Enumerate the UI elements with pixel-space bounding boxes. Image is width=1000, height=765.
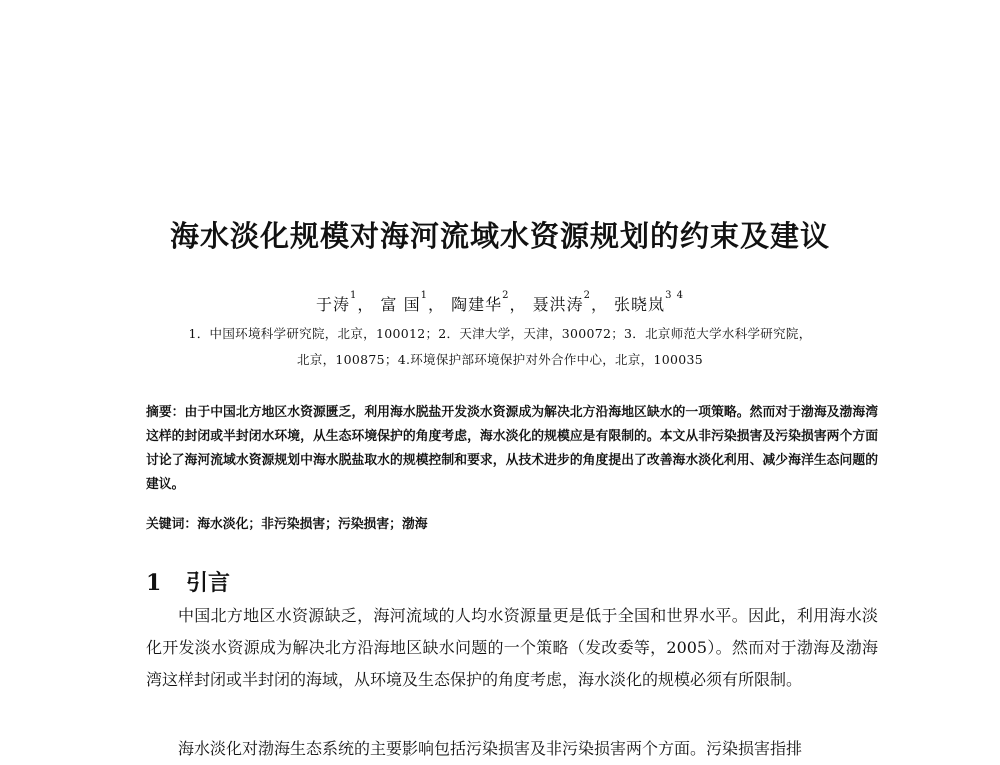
author-affiliation-mark: 2 — [502, 290, 510, 301]
author-affiliation-mark: 1 — [420, 290, 428, 301]
author-affiliation-mark: 1 — [350, 290, 358, 301]
author-affiliation-mark: 3 4 — [665, 290, 684, 301]
section-number: 1 — [146, 570, 162, 596]
body-paragraph-2: 海水淡化对渤海生态系统的主要影响包括污染损害及非污染损害两个方面。污染损害指排 — [178, 739, 803, 758]
affiliation-line-1: 1．中国环境科学研究院，北京，100012；2．天津大学，天津，300072；3．北京师范大学水科学研究院， — [188, 326, 812, 341]
affiliation-line-2: 北京，100875；4.环境保护部环境保护对外合作中心，北京，100035 — [297, 352, 703, 367]
keywords-text: 海水淡化；非污染损害；污染损害；渤海 — [197, 517, 428, 532]
author-name: 陶建华 — [451, 295, 503, 314]
author-list: 于涛$^1$， 富 国$^1$， 陶建华$^2$， 聂洪涛$^2$， 张晓岚$^{3 4}$ — [316, 290, 684, 314]
keywords — [146, 513, 878, 532]
keywords-label: 关键词： — [146, 517, 198, 532]
abstract — [146, 401, 878, 497]
author-name: 于涛 — [316, 295, 351, 314]
author-affiliation-mark: 2 — [583, 290, 591, 301]
section-title: 引言 — [186, 570, 231, 596]
author-name: 张晓岚 — [614, 295, 666, 314]
paper-title: 海水淡化规模对海河流域水资源规划的约束及建议 — [169, 219, 830, 253]
author-name: 富 国 — [380, 295, 421, 314]
section-heading — [146, 566, 230, 597]
abstract-label: 摘要： — [146, 405, 185, 420]
body-paragraph-1: 中国北方地区水资源缺乏，海河流域的人均水资源量更是低于全国和世界水平。因此，利用海水淡化开发淡水资源成为解决北方沿海地区缺水问题的一个策略（发改委等，2005）。然而对于渤海及渤海湾这样封闭或半封闭的海域，从环境及生态保护的角度考虑，海水淡化的规模必须有所限制。 — [146, 606, 878, 689]
author-name: 聂洪涛 — [532, 295, 584, 314]
abstract-text: 由于中国北方地区水资源匮乏，利用海水脱盐开发淡水资源成为解决北方沿海地区缺水的一项策略。然而对于渤海及渤海湾这样的封闭或半封闭水环境，从生态环境保护的角度考虑，海水淡化的规模应是有限制的。本文从非污染损害及污染损害两个方面讨论了海河流域水资源规划中海水脱盐取水的规模控制和要求，从技术进步的角度提出了改善海水淡化利用、减少海洋生态问题的建议。 — [146, 405, 879, 492]
